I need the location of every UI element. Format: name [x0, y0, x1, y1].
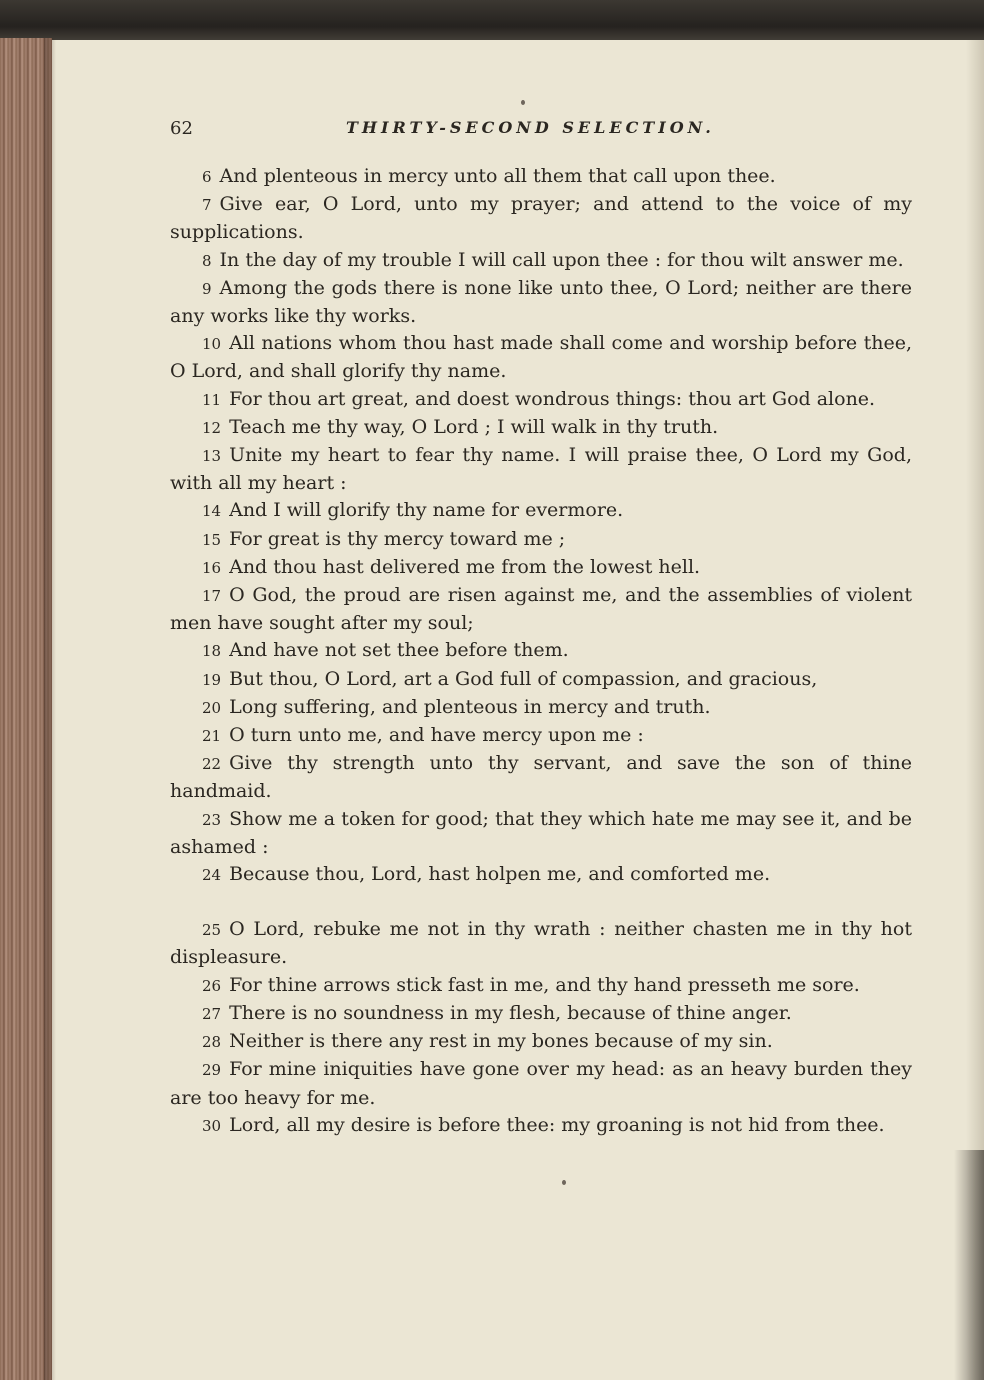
verse-text: Show me a token for good; that they which hate me may see it, and be ashamed :: [170, 807, 912, 858]
verse-text: For thine arrows stick fast in me, and thy hand presseth me sore.: [229, 973, 860, 996]
page-number: 62: [170, 118, 193, 139]
verse: [170, 526, 912, 554]
verse-text: Unite my heart to fear thy name. I will praise thee, O Lord my God, with all my heart :: [170, 444, 912, 495]
verse-number: 22: [202, 755, 222, 774]
verse: [170, 191, 912, 246]
verse: [170, 414, 912, 442]
verse-number: 16: [202, 558, 222, 577]
verse-text: Lord, all my desire is before thee: my groaning is not hid from thee.: [229, 1113, 885, 1136]
verse-text: There is no soundness in my flesh, because of thine anger.: [229, 1001, 792, 1024]
verse: [170, 1000, 912, 1028]
verse-text: In the day of my trouble I will call upon thee : for thou wilt answer me.: [219, 248, 904, 271]
verse-text: For thou art great, and doest wondrous things: thou art God alone.: [229, 387, 876, 410]
verse: [170, 442, 912, 497]
cover-corner: [954, 1150, 984, 1380]
verse-number: 8: [202, 251, 212, 270]
verse-number: 25: [202, 921, 222, 940]
verse-number: 13: [202, 447, 222, 466]
page-header: [170, 118, 912, 146]
verse: [170, 163, 912, 191]
verse-text: But thou, O Lord, art a God full of compassion, and gracious,: [229, 667, 818, 690]
verse-number: 10: [202, 335, 222, 354]
verse: [170, 275, 912, 330]
verse-text-block: [170, 163, 912, 1140]
verse-number: 20: [202, 698, 222, 717]
verse-text: Among the gods there is none like unto thee, O Lord; neither are there any works like thy works.: [170, 276, 912, 328]
verse: [170, 806, 912, 861]
verse: [170, 330, 912, 385]
ink-speck: [562, 1180, 566, 1185]
verse: [170, 750, 912, 805]
verse: [170, 972, 912, 1000]
verse-text: O turn unto me, and have mercy upon me :: [229, 724, 644, 747]
verse-number: 30: [202, 1116, 222, 1135]
book-cover-edge: [0, 0, 984, 44]
verse-text: Give ear, O Lord, unto my prayer; and attend to the voice of my supplications.: [170, 193, 912, 244]
verse-text: Neither is there any rest in my bones because of my sin.: [229, 1030, 773, 1053]
verse-text: And plenteous in mercy unto all them that call upon thee.: [219, 165, 776, 187]
verse: [170, 861, 912, 889]
verse-number: 24: [202, 866, 222, 885]
verse-text: For mine iniquities have gone over my head: as an heavy burden they are too heavy for me.: [170, 1058, 912, 1109]
verse-text: And have not set thee before them.: [229, 639, 569, 662]
verse: [170, 1028, 912, 1056]
gutter-shadow: [44, 38, 56, 1380]
verse: [170, 582, 912, 637]
verse-number: 12: [202, 418, 222, 437]
verse-number: 11: [202, 390, 222, 409]
verse-number: 7: [202, 196, 212, 215]
verse: [170, 386, 912, 414]
verse: [170, 1056, 912, 1111]
verse-number: 19: [202, 670, 222, 689]
verse-text: Give thy strength unto thy servant, and save the son of thine handmaid.: [170, 752, 912, 803]
verse-number: 29: [202, 1061, 222, 1080]
verse-number: 14: [202, 502, 222, 521]
verse-text: For great is thy mercy toward me ;: [229, 527, 566, 550]
verse-number: 23: [202, 810, 222, 829]
verse-number: 15: [202, 530, 222, 549]
verse-number: 6: [202, 168, 212, 186]
verse-number: 17: [202, 587, 222, 606]
verse: [170, 666, 912, 694]
verse: [170, 497, 912, 525]
running-head: THIRTY-SECOND SELECTION.: [346, 118, 715, 137]
verse: [170, 247, 912, 275]
verse-text: O Lord, rebuke me not in thy wrath : neither chasten me in thy hot displeasure.: [170, 918, 912, 969]
verse: [170, 916, 912, 971]
verse-number: 9: [202, 279, 212, 298]
verse-text: Teach me thy way, O Lord ; I will walk in thy truth.: [229, 415, 719, 438]
verse-text: Long suffering, and plenteous in mercy and truth.: [229, 695, 711, 718]
verse-text: O God, the proud are risen against me, and the assemblies of violent men have sought after my soul;: [170, 584, 912, 635]
verse: [170, 722, 912, 750]
verse-number: 28: [202, 1033, 222, 1052]
verse: [170, 1112, 912, 1140]
verse-text: All nations whom thou hast made shall come and worship before thee, O Lord, and shall glorify thy name.: [170, 332, 912, 383]
verse: [170, 554, 912, 582]
verse-text: And thou hast delivered me from the lowest hell.: [229, 555, 701, 578]
verse-text: And I will glorify thy name for evermore.: [229, 499, 624, 522]
ink-speck: [521, 100, 525, 105]
verse: [170, 694, 912, 722]
verse-number: 18: [202, 642, 222, 661]
verse-number: 27: [202, 1004, 222, 1023]
verse-text: Because thou, Lord, hast holpen me, and comforted me.: [229, 863, 771, 886]
verse-number: 21: [202, 727, 222, 746]
verse-number: 26: [202, 976, 222, 995]
verse: [170, 637, 912, 665]
